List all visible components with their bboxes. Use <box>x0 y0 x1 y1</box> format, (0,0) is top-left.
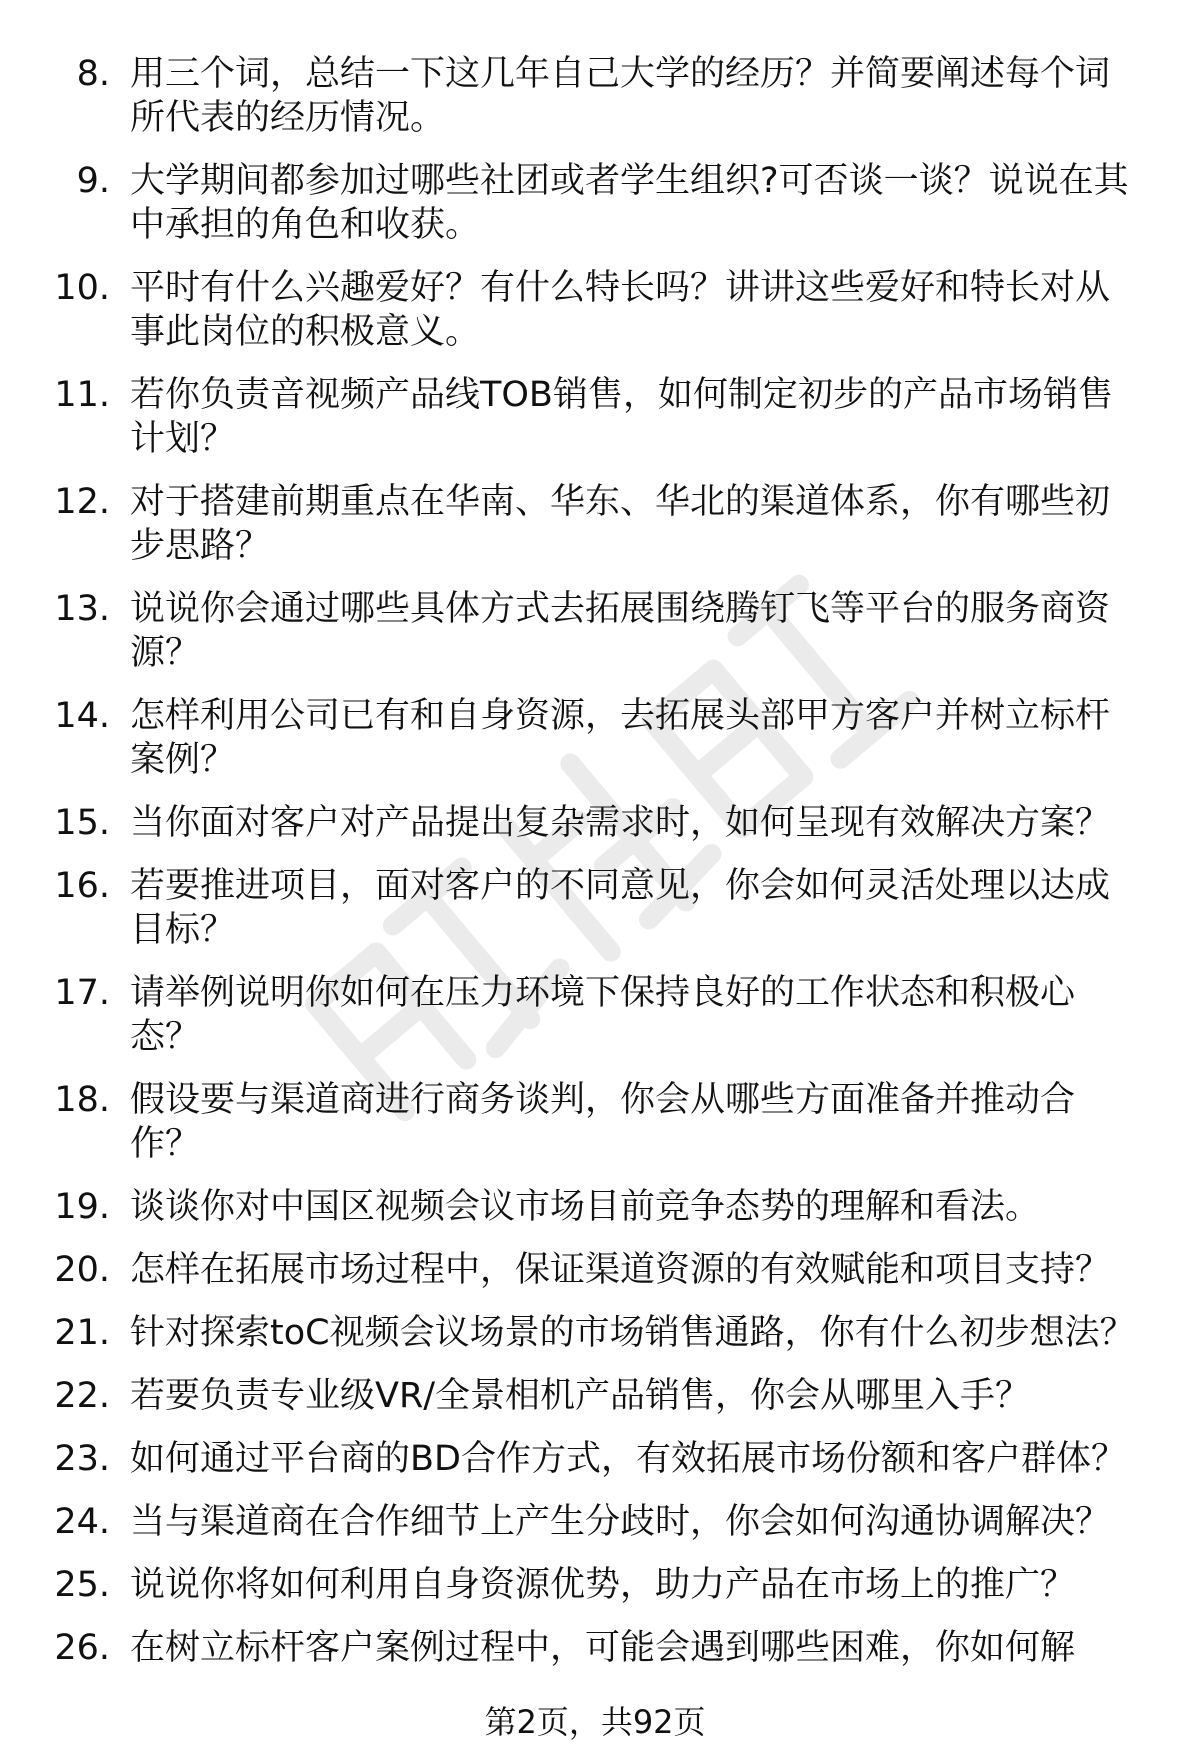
question-item <box>0 971 1190 1059</box>
question-item <box>0 1248 1190 1292</box>
question-item <box>0 694 1190 782</box>
question-text <box>130 801 1180 845</box>
question-line: 步思路？ <box>130 526 271 566</box>
question-number: 24. <box>54 1502 110 1542</box>
question-line: 案例？ <box>130 740 236 780</box>
question-line: 所代表的经历情况。 <box>130 98 446 138</box>
question-text <box>130 1626 1180 1670</box>
question-item <box>0 864 1190 952</box>
question-number: 23. <box>54 1439 110 1479</box>
question-number: 13. <box>54 589 110 629</box>
question-item <box>0 1078 1190 1166</box>
question-number: 25. <box>54 1565 110 1605</box>
question-line: 如何通过平台商的BD合作方式，有效拓展市场份额和客户群体？ <box>130 1439 1126 1479</box>
question-line: 说说你会通过哪些具体方式去拓展围绕腾钉飞等平台的服务商资 <box>130 589 1111 629</box>
question-line: 若你负责音视频产品线TOB销售，如何制定初步的产品市场销售 <box>130 375 1113 415</box>
question-line: 当与渠道商在合作细节上产生分歧时，你会如何沟通协调解决？ <box>130 1502 1111 1542</box>
question-text <box>130 1374 1180 1418</box>
question-number: 26. <box>54 1628 110 1668</box>
question-item <box>0 1437 1190 1481</box>
question-text <box>130 1248 1180 1292</box>
question-text <box>130 971 1180 1059</box>
question-line: 若要推进项目，面对客户的不同意见，你会如何灵活处理以达成 <box>130 866 1111 906</box>
question-line: 计划？ <box>130 419 236 459</box>
question-text <box>130 1500 1180 1544</box>
question-line: 假设要与渠道商进行商务谈判，你会从哪些方面准备并推动合 <box>130 1080 1076 1120</box>
question-item <box>0 373 1190 461</box>
question-item <box>0 1500 1190 1544</box>
question-number: 21. <box>54 1313 110 1353</box>
question-item <box>0 480 1190 568</box>
question-item <box>0 801 1190 845</box>
question-line: 源？ <box>130 633 201 673</box>
question-line: 说说你将如何利用自身资源优势，助力产品在市场上的推广？ <box>130 1565 1076 1605</box>
page-number-label: 第2页，共92页 <box>484 1703 706 1741</box>
question-line: 目标？ <box>130 910 236 950</box>
question-number: 15. <box>54 803 110 843</box>
page-footer <box>0 1702 1190 1742</box>
question-line: 谈谈你对中国区视频会议市场目前竞争态势的理解和看法。 <box>130 1187 1041 1227</box>
question-line: 中承担的角色和收获。 <box>130 205 481 245</box>
question-item <box>0 159 1190 247</box>
question-line: 怎样利用公司已有和自身资源，去拓展头部甲方客户并树立标杆 <box>130 696 1111 736</box>
question-line: 请举例说明你如何在压力环境下保持良好的工作状态和积极心 <box>130 973 1076 1013</box>
question-line: 怎样在拓展市场过程中，保证渠道资源的有效赋能和项目支持？ <box>130 1250 1111 1290</box>
question-number: 9. <box>76 161 110 201</box>
question-number: 17. <box>54 973 110 1013</box>
question-item <box>0 1185 1190 1229</box>
question-text <box>130 1185 1180 1229</box>
question-line: 对于搭建前期重点在华南、华东、华北的渠道体系，你有哪些初 <box>130 482 1111 522</box>
question-line: 作？ <box>130 1124 201 1164</box>
question-item <box>0 1374 1190 1418</box>
question-text <box>130 1311 1180 1355</box>
question-number: 11. <box>54 375 110 415</box>
question-list <box>0 52 1190 1689</box>
question-text <box>130 480 1180 568</box>
question-number: 22. <box>54 1376 110 1416</box>
question-item <box>0 266 1190 354</box>
question-line: 当你面对客户对产品提出复杂需求时，如何呈现有效解决方案？ <box>130 803 1111 843</box>
question-line: 平时有什么兴趣爱好？有什么特长吗？讲讲这些爱好和特长对从 <box>130 268 1111 308</box>
question-text <box>130 52 1180 140</box>
question-line: 针对探索toC视频会议场景的市场销售通路，你有什么初步想法？ <box>130 1313 1135 1353</box>
question-line: 若要负责专业级VR/全景相机产品销售，你会从哪里入手？ <box>130 1376 1031 1416</box>
question-item <box>0 1563 1190 1607</box>
question-text <box>130 159 1180 247</box>
question-line: 事此岗位的积极意义。 <box>130 312 481 352</box>
question-line: 态？ <box>130 1017 201 1057</box>
question-number: 18. <box>54 1080 110 1120</box>
question-text <box>130 694 1180 782</box>
question-text <box>130 864 1180 952</box>
question-item <box>0 1311 1190 1355</box>
question-item <box>0 52 1190 140</box>
question-text <box>130 1437 1180 1481</box>
question-number: 19. <box>54 1187 110 1227</box>
question-number: 10. <box>54 268 110 308</box>
question-text <box>130 1078 1180 1166</box>
question-number: 20. <box>54 1250 110 1290</box>
question-number: 14. <box>54 696 110 736</box>
question-number: 12. <box>54 482 110 522</box>
question-line: 大学期间都参加过哪些社团或者学生组织?可否谈一谈？说说在其 <box>130 161 1129 201</box>
question-text <box>130 266 1180 354</box>
question-item <box>0 587 1190 675</box>
question-number: 8. <box>76 54 110 94</box>
question-text <box>130 1563 1180 1607</box>
question-number: 16. <box>54 866 110 906</box>
question-text <box>130 587 1180 675</box>
question-item <box>0 1626 1190 1670</box>
question-text <box>130 373 1180 461</box>
question-line: 在树立标杆客户案例过程中，可能会遇到哪些困难，你如何解 <box>130 1628 1076 1668</box>
question-line: 用三个词，总结一下这几年自己大学的经历？并简要阐述每个词 <box>130 54 1111 94</box>
